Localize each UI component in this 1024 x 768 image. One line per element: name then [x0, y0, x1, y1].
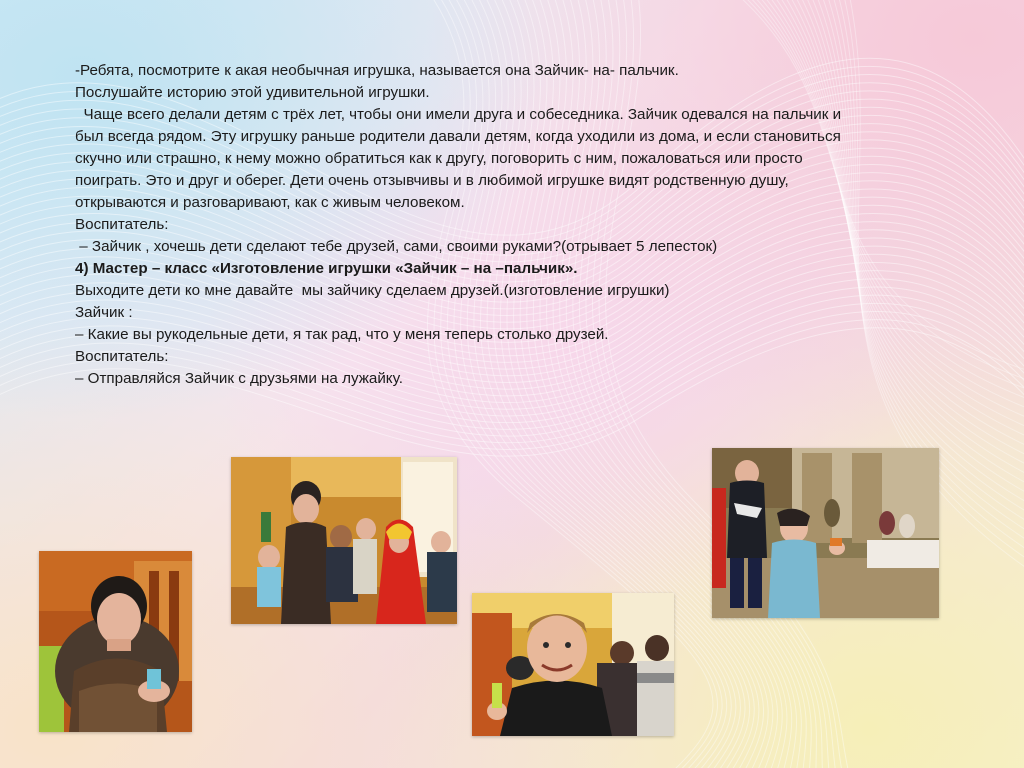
photo-teacher-portrait — [39, 551, 192, 732]
paragraph-4: Воспитатель: — [75, 216, 169, 233]
paragraph-10: Воспитатель: — [75, 348, 169, 365]
paragraph-1: -Ребята, посмотрите к акая необычная игрушка, называется она Зайчик- на- пальчик. — [75, 62, 679, 79]
paragraph-11: – Отправляйся Зайчик с друзьями на лужайку. — [75, 370, 403, 387]
paragraph-7: Выходите дети ко мне давайте мы зайчику сделаем друзей.(изготовление игрушки) — [75, 282, 670, 299]
paragraph-2: Послушайте историю этой удивительной игрушки. — [75, 84, 430, 101]
paragraph-8: Зайчик : — [75, 304, 133, 321]
paragraph-3: Чаще всего делали детям с трёх лет, чтобы они имели друга и собеседника. Зайчик одевался на пальчик и был всегда рядом. Эту игрушку раньше родители давали детям, когда уходили из дома, и если становиться скучно или страшно, к нему можно обратиться как к другу, поговорить с ним, пожаловаться или просто поиграть. Это и друг и оберег. Дети очень отзывчивы и в любимой игрушке видят родственную душу, открываются и разговаривают, как с живым человеком. — [75, 106, 846, 211]
paragraph-6-heading: 4) Мастер – класс «Изготовление игрушки «Зайчик – на –пальчик». — [75, 260, 578, 277]
paragraph-9: – Какие вы рукодельные дети, я так рад, что у меня теперь столько друзей. — [75, 326, 609, 343]
photo-group-with-teacher — [231, 457, 457, 624]
photo-children-dancing — [712, 448, 939, 618]
paragraph-5: – Зайчик , хочешь дети сделают тебе друзей, сами, своими руками?(отрывает 5 лепесток) — [75, 238, 718, 255]
main-text — [75, 60, 855, 390]
photo-smiling-boy — [472, 593, 674, 736]
